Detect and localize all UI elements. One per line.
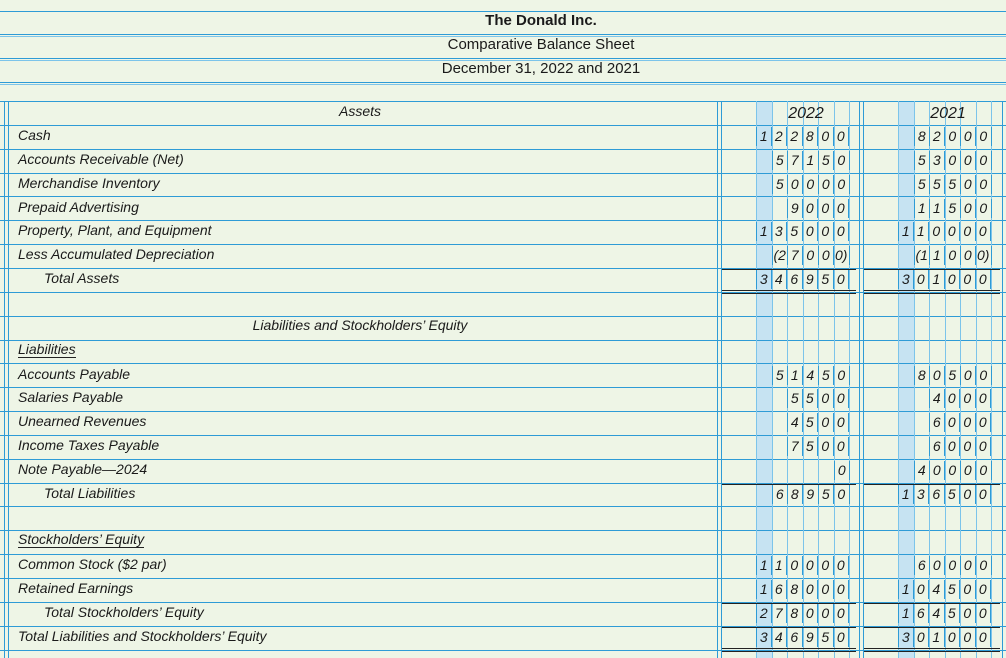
grid-line <box>0 506 1006 507</box>
digit-cell: 0 <box>960 628 976 647</box>
amount-2021 <box>914 461 992 483</box>
grid-line <box>0 196 1006 197</box>
digit-cell: 0 <box>834 485 850 504</box>
grid-line <box>859 101 860 658</box>
digit-cell: 1 <box>898 604 914 623</box>
digit-cell: 0 <box>960 270 976 289</box>
digit-cell: 0 <box>834 222 850 241</box>
digit-cell: 4 <box>772 628 788 647</box>
digit-cell: 9 <box>803 628 819 647</box>
digit-cell: 0 <box>976 413 992 432</box>
amount-2022 <box>772 175 850 197</box>
single-underline <box>864 484 1000 485</box>
amount-2022 <box>772 366 850 388</box>
digit-cell: 0 <box>945 437 961 456</box>
digit-cell: 0 <box>961 461 977 480</box>
digit-cell: 1 <box>929 270 945 289</box>
row-label: Property, Plant, and Equipment <box>18 222 212 238</box>
row-label: Retained Earnings <box>18 580 134 596</box>
digit-cell: 5 <box>818 270 834 289</box>
digit-cell: 3 <box>930 151 946 170</box>
double-underline <box>722 290 856 294</box>
digit-cell: 0 <box>976 127 992 146</box>
digit-cell: 5 <box>945 485 961 504</box>
digit-cell: 7 <box>788 246 804 265</box>
digit-cell: 0 <box>818 580 834 599</box>
digit-cell: 0 <box>961 366 977 385</box>
row-label: Total Stockholders’ Equity <box>44 604 204 620</box>
digit-cell: 5 <box>787 389 803 408</box>
digit-cell: 5 <box>818 628 834 647</box>
digit-cell: 0 <box>976 199 992 218</box>
digit-cell: 1 <box>756 222 772 241</box>
digit-cell: 0 <box>834 413 850 432</box>
digit-cell: (1 <box>915 247 928 263</box>
digit-cell: 5 <box>945 199 961 218</box>
amount-2022 <box>756 127 849 149</box>
digit-cell: 3 <box>898 628 914 647</box>
digit-cell: 0 <box>818 222 834 241</box>
assets-heading: Assets <box>338 103 382 119</box>
digit-cell: 1 <box>898 485 914 504</box>
digit-cell: 5 <box>945 175 961 194</box>
row-label: Income Taxes Payable <box>18 437 160 453</box>
digit-cell: 3 <box>772 222 788 241</box>
digit-cell: 1 <box>930 199 946 218</box>
digit-cell: 5 <box>772 151 788 170</box>
digit-cell: 3 <box>756 270 772 289</box>
amount-2021 <box>914 366 992 388</box>
digit-cell: 0 <box>803 246 819 265</box>
digit-cell: 0 <box>930 556 946 575</box>
digit-cell: 0 <box>976 556 992 575</box>
grid-line <box>8 101 9 658</box>
digit-cell: 0 <box>834 366 850 385</box>
digit-cell: 0 <box>834 604 850 623</box>
digit-cell: 1 <box>756 556 772 575</box>
amount-2021 <box>929 389 991 411</box>
amount-2022 <box>756 604 849 626</box>
digit-cell: 5 <box>945 604 961 623</box>
grid-line <box>717 101 718 658</box>
digit-cell: 0 <box>945 246 961 265</box>
digit-cell: 9 <box>803 485 819 504</box>
amount-2021 <box>898 604 991 626</box>
digit-cell: 0 <box>960 604 976 623</box>
digit-cell: 0 <box>929 222 945 241</box>
company-name: The Donald Inc. <box>485 12 597 29</box>
digit-cell: 0 <box>818 389 834 408</box>
digit-cell: 0 <box>945 389 961 408</box>
amount-2022 <box>772 151 850 173</box>
digit-cell: 0 <box>945 556 961 575</box>
digit-cell: 0 <box>961 175 977 194</box>
digit-cell: 0 <box>834 175 850 194</box>
digit-cell: 0 <box>914 270 930 289</box>
grid-line <box>0 149 1006 150</box>
row-label: Unearned Revenues <box>18 413 147 429</box>
amount-2022 <box>756 270 849 292</box>
digit-cell: 1 <box>756 127 772 146</box>
amount-2022 <box>787 199 849 221</box>
digit-cell: 2 <box>787 127 803 146</box>
digit-cell: 0 <box>961 556 977 575</box>
grid-line <box>0 459 1006 460</box>
single-underline <box>722 269 856 270</box>
amount-2021 <box>898 485 991 507</box>
digit-cell: 6 <box>929 413 945 432</box>
digit-cell: 0 <box>818 556 834 575</box>
digit-cell: 8 <box>803 127 819 146</box>
digit-cell: 0 <box>819 246 835 265</box>
amount-2022 <box>756 628 849 650</box>
grid-line <box>4 101 5 658</box>
liabilities-equity-heading: Liabilities and Stockholders’ Equity <box>252 317 468 333</box>
digit-cell: 1 <box>756 580 772 599</box>
year-2022-header: 2022 <box>788 105 824 122</box>
digit-cell: 1 <box>914 199 930 218</box>
grid-line <box>898 101 899 658</box>
row-label: Less Accumulated Depreciation <box>18 246 215 262</box>
digit-cell: 0 <box>834 199 850 218</box>
digit-cell: 0 <box>818 437 834 456</box>
digit-cell: 5 <box>819 151 835 170</box>
digit-cell: 0 <box>803 580 819 599</box>
digit-cell: 0 <box>976 366 992 385</box>
digit-cell: 7 <box>788 151 804 170</box>
digit-cell: 0 <box>834 628 850 647</box>
digit-cell: 8 <box>914 127 930 146</box>
single-underline <box>722 484 856 485</box>
grid-line <box>0 435 1006 436</box>
digit-cell: 7 <box>787 437 803 456</box>
row-label: Common Stock ($2 par) <box>18 556 167 572</box>
amount-2021 <box>898 270 991 292</box>
digit-cell: 1 <box>898 222 914 241</box>
digit-cell: 8 <box>787 604 803 623</box>
digit-cell: 0 <box>960 485 976 504</box>
digit-cell: 4 <box>929 580 945 599</box>
digit-cell: 0 <box>834 151 850 170</box>
digit-cell: 0 <box>914 628 930 647</box>
digit-cell: 0 <box>961 151 977 170</box>
amount-2021 <box>914 246 992 268</box>
row-label: Total Assets <box>44 270 120 286</box>
grid-line <box>863 101 864 658</box>
amount-2021 <box>914 556 992 578</box>
digit-cell: 0 <box>961 246 977 265</box>
amount-2021 <box>898 580 991 602</box>
digit-cell: 0 <box>945 413 961 432</box>
amount-2021 <box>914 175 992 197</box>
digit-cell: 0 <box>803 556 819 575</box>
grid-line <box>0 60 1006 61</box>
digit-cell: 2 <box>756 604 772 623</box>
grid-line <box>0 11 1006 12</box>
digit-cell: 0 <box>945 127 961 146</box>
digit-cell: 5 <box>914 151 930 170</box>
digit-cell: 5 <box>787 222 803 241</box>
digit-cell: 0 <box>834 389 850 408</box>
single-underline <box>864 627 1000 628</box>
digit-cell: 6 <box>787 270 803 289</box>
amount-2022 <box>787 437 849 459</box>
amount-2022 <box>834 461 850 483</box>
grid-line <box>0 84 1006 85</box>
digit-cell: 0 <box>803 175 819 194</box>
digit-cell: 5 <box>803 413 819 432</box>
digit-cell: 5 <box>914 175 930 194</box>
amount-2022 <box>756 556 849 578</box>
grid-line <box>0 34 1006 35</box>
grid-line <box>721 101 722 658</box>
single-underline <box>722 603 856 604</box>
year-2021-header: 2021 <box>930 105 966 122</box>
equity-heading: Stockholders’ Equity <box>18 531 145 547</box>
row-label: Note Payable—2024 <box>18 461 148 477</box>
digit-cell: 0 <box>976 151 992 170</box>
amount-2022 <box>787 413 849 435</box>
row-label: Salaries Payable <box>18 389 124 405</box>
digit-cell: 0 <box>960 222 976 241</box>
digit-cell: 0 <box>976 175 992 194</box>
digit-cell: 0 <box>960 389 976 408</box>
digit-cell: 0 <box>818 604 834 623</box>
row-label: Total Liabilities <box>44 485 136 501</box>
digit-cell: 5 <box>930 175 946 194</box>
digit-cell: 0 <box>960 580 976 599</box>
row-label: Cash <box>18 127 51 143</box>
digit-cell: 3 <box>914 485 930 504</box>
digit-cell: 3 <box>898 270 914 289</box>
grid-line <box>0 363 1006 364</box>
digit-cell: 0 <box>818 199 834 218</box>
statement-date: December 31, 2022 and 2021 <box>441 60 641 77</box>
grid-line <box>0 82 1006 83</box>
digit-cell: 0 <box>945 151 961 170</box>
digit-cell: 0 <box>945 628 961 647</box>
digit-cell: 9 <box>803 270 819 289</box>
digit-cell: 2 <box>930 127 946 146</box>
digit-cell: 0 <box>976 485 992 504</box>
digit-cell: 1 <box>930 246 946 265</box>
digit-cell: 0 <box>976 222 992 241</box>
digit-cell: 5 <box>945 366 961 385</box>
digit-cell: 0 <box>976 270 992 289</box>
grid-line <box>0 554 1006 555</box>
digit-cell: 1 <box>772 556 788 575</box>
digit-cell: 4 <box>803 366 819 385</box>
digit-cell: 0 <box>834 556 850 575</box>
amount-2022 <box>756 222 849 244</box>
liabilities-heading: Liabilities <box>18 341 76 357</box>
digit-cell: 0 <box>930 461 946 480</box>
grid-line <box>0 101 1006 102</box>
digit-cell: 0 <box>834 461 850 480</box>
digit-cell: 0 <box>803 222 819 241</box>
digit-cell: 2 <box>772 127 788 146</box>
digit-cell: 0 <box>803 199 819 218</box>
amount-2021 <box>929 413 991 435</box>
digit-cell: 4 <box>914 461 930 480</box>
grid-line <box>0 387 1006 388</box>
digit-cell: 0 <box>945 270 961 289</box>
grid-line <box>1002 101 1003 658</box>
grid-line <box>0 173 1006 174</box>
digit-cell: 0 <box>961 127 977 146</box>
digit-cell: 0 <box>961 199 977 218</box>
grid-line <box>0 244 1006 245</box>
digit-cell: (2 <box>773 247 786 263</box>
digit-cell: 0 <box>834 437 850 456</box>
digit-cell: 1 <box>803 151 819 170</box>
row-label: Accounts Payable <box>18 366 131 382</box>
grid-line <box>0 125 1006 126</box>
digit-cell: 6 <box>929 485 945 504</box>
amount-2021 <box>929 437 991 459</box>
digit-cell: 9 <box>787 199 803 218</box>
digit-cell: 0 <box>914 580 930 599</box>
digit-cell: 1 <box>914 222 930 241</box>
grid-line <box>0 316 1006 317</box>
row-label: Accounts Receivable (Net) <box>18 151 184 167</box>
digit-cell: 0 <box>976 604 992 623</box>
digit-cell: 3 <box>756 628 772 647</box>
grid-line <box>0 36 1006 37</box>
digit-cell: 0 <box>803 604 819 623</box>
grid-line <box>0 220 1006 221</box>
digit-cell: 7 <box>772 604 788 623</box>
single-underline <box>864 603 1000 604</box>
digit-cell: 0 <box>818 413 834 432</box>
grid-line <box>0 530 1006 531</box>
digit-cell: 0 <box>788 175 804 194</box>
double-underline <box>864 290 1000 294</box>
grid-line <box>0 411 1006 412</box>
amount-2022 <box>772 246 850 268</box>
digit-cell: 0 <box>930 366 946 385</box>
digit-cell: 0 <box>976 461 992 480</box>
digit-cell: 6 <box>929 437 945 456</box>
digit-cell: 0 <box>960 437 976 456</box>
digit-cell: 0 <box>945 222 961 241</box>
digit-cell: 5 <box>819 366 835 385</box>
digit-cell: 4 <box>929 389 945 408</box>
digit-cell: 4 <box>787 413 803 432</box>
digit-cell: 0 <box>945 461 961 480</box>
amount-2021 <box>898 222 991 244</box>
digit-cell: 5 <box>772 175 788 194</box>
amount-2021 <box>914 151 992 173</box>
digit-cell: 5 <box>772 366 788 385</box>
grid-line <box>0 340 1006 341</box>
digit-cell: 5 <box>803 389 819 408</box>
digit-cell: 0 <box>818 127 834 146</box>
amount-2022 <box>756 580 849 602</box>
digit-cell: 0 <box>976 580 992 599</box>
digit-cell: 5 <box>819 485 835 504</box>
digit-cell: 6 <box>787 628 803 647</box>
digit-cell: 0 <box>960 413 976 432</box>
digit-cell: 0 <box>834 270 850 289</box>
digit-cell: 8 <box>787 580 803 599</box>
amount-2021 <box>914 127 992 149</box>
digit-cell: 4 <box>929 604 945 623</box>
digit-cell: 1 <box>788 366 804 385</box>
digit-cell: 0 <box>819 175 835 194</box>
row-label: Merchandise Inventory <box>18 175 160 191</box>
digit-cell: 8 <box>788 485 804 504</box>
digit-cell: 5 <box>803 437 819 456</box>
digit-cell: 0 <box>834 127 850 146</box>
single-underline <box>864 269 1000 270</box>
digit-cell: 0 <box>834 580 850 599</box>
digit-cell: 4 <box>772 270 788 289</box>
double-underline <box>864 648 1000 652</box>
digit-cell: 0 <box>787 556 803 575</box>
digit-cell: 0 <box>976 389 992 408</box>
digit-cell: 0) <box>976 246 992 265</box>
single-underline <box>722 627 856 628</box>
statement-title: Comparative Balance Sheet <box>447 36 635 53</box>
grid-line <box>0 578 1006 579</box>
row-label: Prepaid Advertising <box>18 199 139 215</box>
double-underline <box>722 648 856 652</box>
digit-cell: 1 <box>929 628 945 647</box>
digit-cell: 6 <box>772 580 788 599</box>
digit-cell: 0) <box>834 246 850 265</box>
amount-2021 <box>914 199 992 221</box>
amount-2022 <box>772 485 850 507</box>
digit-cell: 6 <box>914 604 930 623</box>
amount-2021 <box>898 628 991 650</box>
amount-2022 <box>787 389 849 411</box>
digit-cell: 0 <box>976 628 992 647</box>
digit-cell: 6 <box>772 485 788 504</box>
digit-cell: 1 <box>898 580 914 599</box>
grid-line <box>0 58 1006 59</box>
digit-cell: 5 <box>945 580 961 599</box>
digit-cell: 6 <box>914 556 930 575</box>
digit-cell: 0 <box>976 437 992 456</box>
row-label: Total Liabilities and Stockholders’ Equity <box>18 628 267 644</box>
digit-cell: 8 <box>914 366 930 385</box>
column-shade <box>898 101 914 658</box>
